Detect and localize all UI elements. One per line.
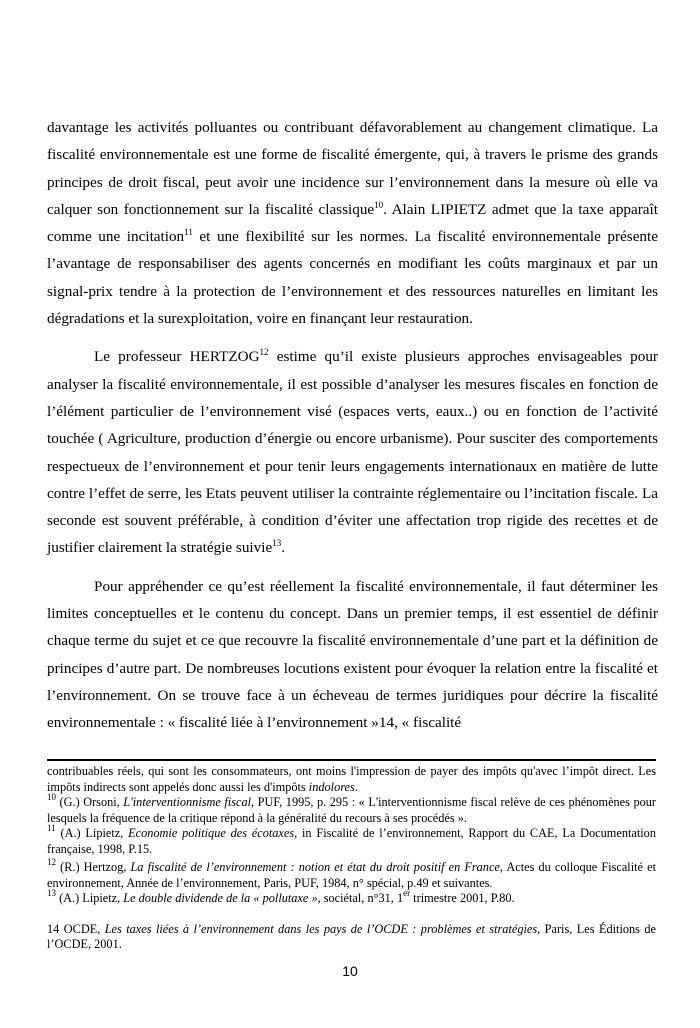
body-text <box>47 114 658 748</box>
footnote-ref: 11 <box>47 823 56 833</box>
footnote-ref: 10 <box>374 199 384 210</box>
text-segment: et une flexibilité sur les normes. La fiscalité environnementale présente l’avantage de responsabiliser des agents concernés en modifiant les coûts marginaux et par un signal-prix tendre à la protection de l’environnement et des ressources naturelles en limitant les dégradations et la surexploitation, voire en finançant leur restauration. <box>47 228 658 328</box>
footnote <box>47 857 656 891</box>
footnote <box>47 888 656 907</box>
text-segment: (R.) Hertzog, <box>56 860 131 874</box>
footnote-ref: 12 <box>47 857 56 867</box>
text-segment: , Paris, Les Éditions de l’OCDE, 2001. <box>47 921 656 951</box>
text-segment: L'interventionnisme fiscal <box>123 795 252 809</box>
footnote-separator <box>47 759 656 761</box>
text-segment: (A.) Lipietz, <box>56 891 124 905</box>
text-segment: davantage les activités polluantes ou contribuant défavorablement au changement climatique. La fiscalité environnementale est une forme de fiscalité émergente, qui, à travers le prisme des grands principes de droit fiscal, peut avoir une incidence sur l’environnement dans la mesure où elle va calquer son fonctionnement sur la fiscalité classique <box>47 119 658 218</box>
footnote-ref: 12 <box>259 347 269 358</box>
text-segment: , PUF, 1995, p. 295 : « L'interventionnisme fiscal relève de ces phénomènes pour lesquels la fréquence de la critique répond à la généralité du recours à ses procédés ». <box>47 795 656 825</box>
text-segment: Pour appréhender ce qu’est réellement la fiscalité environnementale, il faut déterminer les limites conceptuelles et le contenu du concept. Dans un premier temps, il est essentiel de définir chaque terme du sujet et ce que recouvre la fiscalité environnementale d’une part et la définition de principes d’autre part. De nombreuses locutions existent pour évoquer la relation entre la fiscalité et l’environnement. On se trouve face à un écheveau de termes juridiques pour décrire la fiscalité environnementale : « fiscalité liée à l’environnement »14, « fiscalité <box>47 577 658 732</box>
text-segment: La fiscalité de l’environnement : notion et état du droit positif en France <box>130 860 500 874</box>
paragraph <box>47 573 658 737</box>
text-segment: . <box>281 539 285 557</box>
footnote-ref: 10 <box>47 792 56 802</box>
footnote-ref: er <box>403 888 411 898</box>
text-segment: trimestre 2001, P.80. <box>410 891 515 905</box>
text-segment: contribuables réels, qui sont les consommateurs, ont moins l'impression de payer des impôts qu'avec l’impôt direct. Les impôts indirects sont appelés donc aussi les d'impôts <box>47 764 656 794</box>
text-segment: . <box>354 779 358 794</box>
text-segment: , Actes du colloque Fiscalité et environnement, Année de l’environnement, Paris, PUF, 1984, n° spécial, p.49 et suivantes. <box>47 860 656 890</box>
text-segment: indolores <box>308 779 355 794</box>
page-number: 10 <box>342 963 358 979</box>
footnote <box>47 823 656 857</box>
text-segment: (A.) Lipietz, <box>55 826 129 840</box>
footnote <box>47 792 656 826</box>
text-segment: 14 OCDE, <box>47 921 105 936</box>
text-segment: (G.) Orsoni, <box>56 795 124 809</box>
text-segment: , in Fiscalité de l’environnement, Rapport du CAE, La Documentation française, 1998, P.15. <box>47 826 656 856</box>
footnote <box>47 922 656 953</box>
text-segment: Le professeur HERTZOG <box>94 348 260 366</box>
text-segment: estime qu’il existe plusieurs approches envisageables pour analyser la fiscalité environnementale, il est possible d’analyser les mesures fiscales en fonction de l’élément particulier de l’environnement visé (espaces verts, eaux..) ou en fonction de l’activité touchée ( Agriculture, production d’énergie ou encore urbanisme). Pour susciter des comportements respectueux de l’environnement et pour tenir leurs engagements internationaux en matière de lutte contre l’effet de serre, les Etats peuvent utiliser la contrainte réglementaire ou l’incitation fiscale. La seconde est souvent préférable, à condition d’éviter une affectation trop rigide des recettes et de justifier clairement la stratégie suivie <box>47 348 658 557</box>
text-segment: , sociétal, n°31, 1 <box>317 891 404 905</box>
text-segment: . Alain LIPIETZ admet que la taxe apparaît comme une incitation <box>47 200 658 246</box>
text-segment: Les taxes liées à l’environnement dans les pays de l’OCDE : problèmes et stratégies <box>104 921 538 936</box>
paragraph <box>47 114 658 332</box>
footnote <box>47 764 656 795</box>
footnotes <box>47 764 656 953</box>
paragraph <box>47 343 658 561</box>
footnote-ref: 13 <box>272 538 282 549</box>
footnote-ref: 13 <box>47 888 56 898</box>
text-segment: Le double dividende de la « pollutaxe » <box>123 891 318 905</box>
text-segment: Economie politique des écotaxes <box>128 826 295 840</box>
footnote-ref: 11 <box>184 227 193 238</box>
